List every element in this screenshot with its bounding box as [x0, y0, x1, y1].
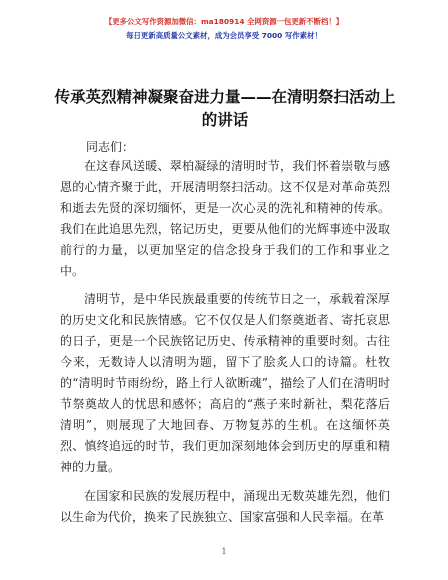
document-body	[60, 156, 390, 527]
promo-header-red: 【更多公文写作资源加微信：ma180914 全网资源一包更新不断档！】	[104, 17, 344, 26]
body-paragraph: 在国家和民族的发展历程中，涌现出无数英雄先烈，他们以生命为代价，换来了民族独立、国家富强和人民幸福。在革	[60, 488, 390, 524]
document-title: 传承英烈精神凝聚奋进力量——在清明祭扫活动上的讲话	[54, 88, 396, 129]
promo-header-blue: 每日更新高质量公文素材，成为会员享受 7000 写作素材！	[126, 31, 322, 40]
body-paragraph: 清明节，是中华民族最重要的传统节日之一，承载着深厚的历史文化和民族情感。它不仅仅是人们祭奠逝者、寄托哀思的日子，更是一个民族铭记历史、传承精神的重要时刻。古往今来，无数诗人以清明为题，留下了脍炙人口的诗篇。杜牧的“清明时节雨纷纷，路上行人欲断魂”，描绘了人们在清明时节祭奠故人的忧思和感怀；高启的“燕子来时新社，梨花落后清明”，则展现了大地回春、万物复苏的生机。在这缅怀英烈、慎终追远的时节，我们更加深刻地体会到历史的厚重和精神的力量。	[60, 292, 390, 474]
body-paragraph: 在这春风送暖、翠柏凝绿的清明时节，我们怀着崇敬与感恩的心情齐聚于此，开展清明祭扫活动。这不仅是对革命英烈和逝去先贤的深切缅怀，更是一次心灵的洗礼和精神的传承。我们在此追思先烈，铭记历史，更要从他们的光辉事迹中汲取前行的力量，以更加坚定的信念投身于我们的工作和事业之中。	[60, 159, 390, 278]
page-number: 1	[221, 547, 227, 556]
salutation: 同志们：	[86, 140, 135, 154]
